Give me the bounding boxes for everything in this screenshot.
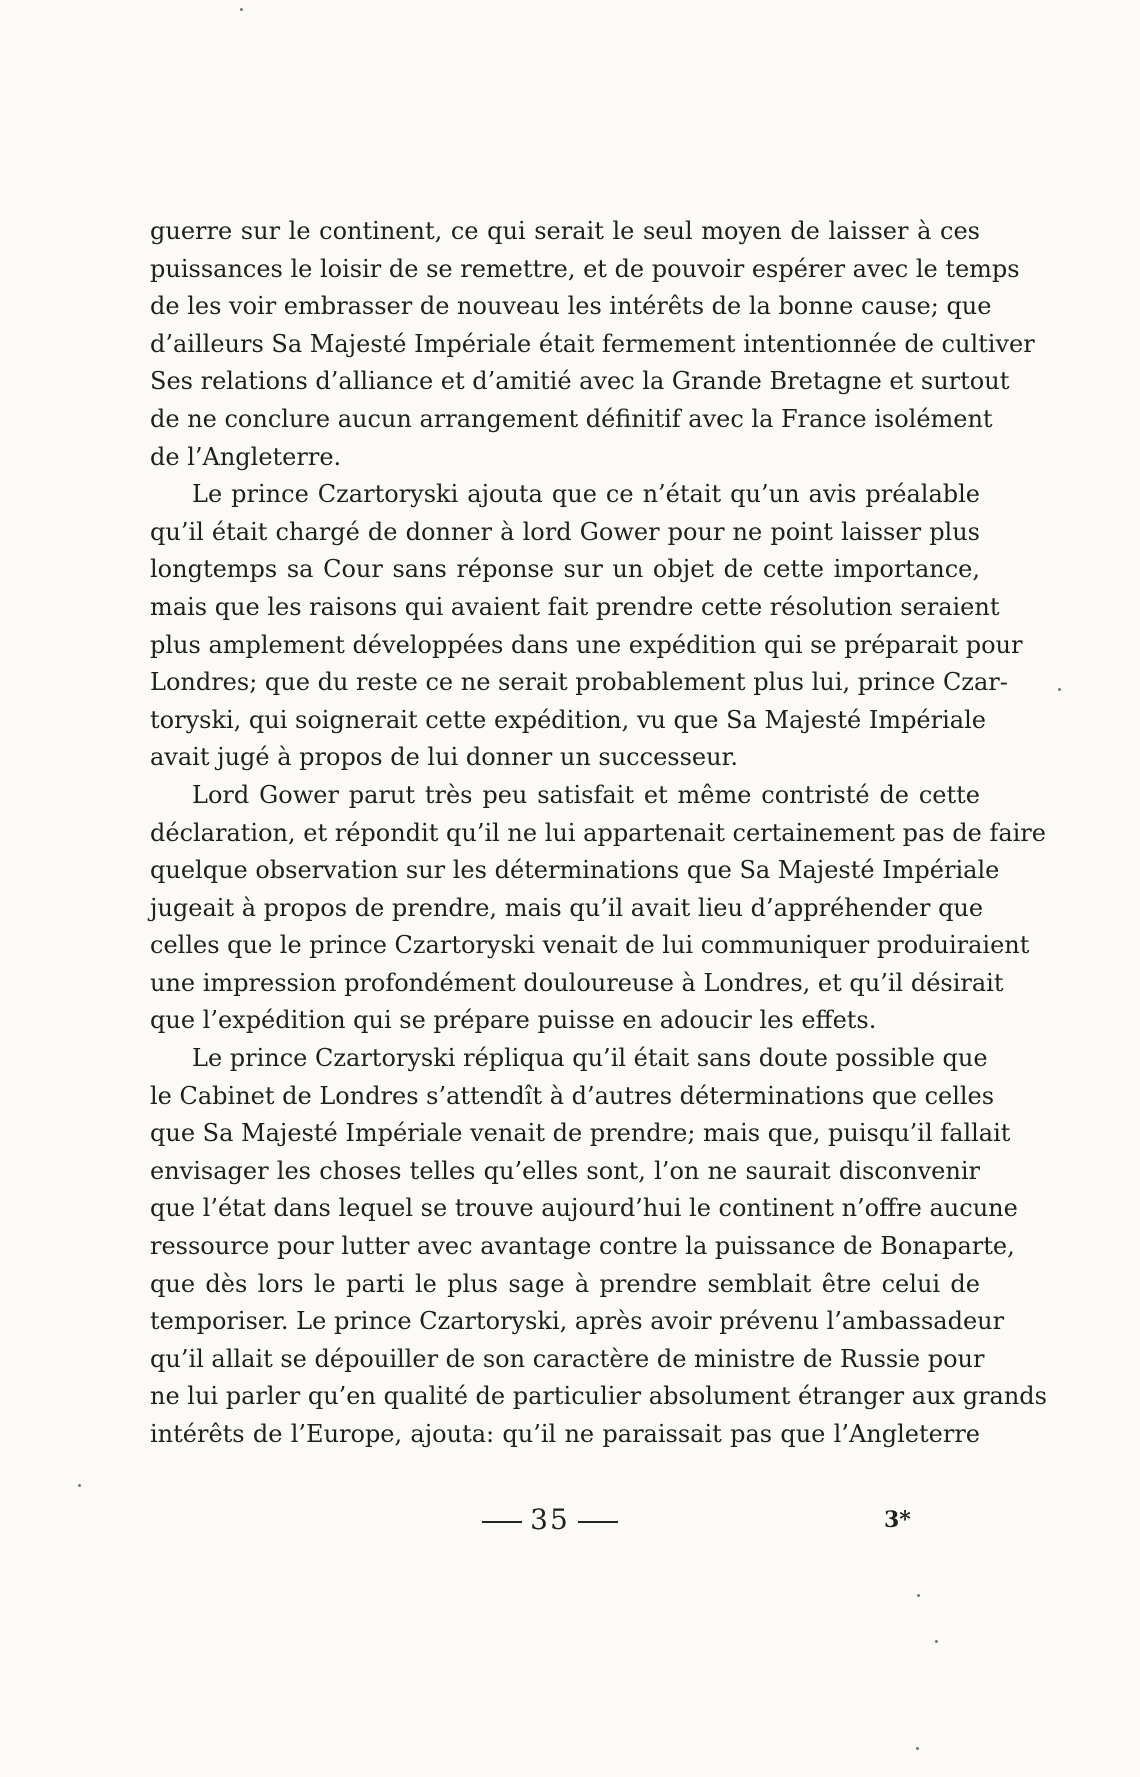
text-line: Le prince Czartoryski ajouta que ce n’était qu’un avis préalable bbox=[192, 480, 980, 509]
text-line: une impression profondément douloureuse à Londres, et qu’il désirait bbox=[150, 968, 1004, 997]
text-line: Ses relations d’alliance et d’amitié avec la Grande Bretagne et surtout bbox=[150, 367, 1010, 396]
text-line: que l’état dans lequel se trouve aujourd’hui le continent n’offre aucune bbox=[150, 1194, 1018, 1223]
text-line: intérêts de l’Europe, ajouta: qu’il ne paraissait pas que l’Angleterre bbox=[150, 1420, 980, 1448]
text-line: que Sa Majesté Impériale venait de prendre; mais que, puisqu’il fallait bbox=[150, 1119, 1011, 1148]
text-line: toryski, qui soignerait cette expédition, vu que Sa Majesté Impériale bbox=[150, 705, 986, 734]
paper-speck bbox=[240, 8, 243, 11]
page-number-left-dash bbox=[482, 1521, 522, 1523]
paper-speck bbox=[935, 1640, 938, 1643]
text-line: puissances le loisir de se remettre, et de pouvoir espérer avec le temps bbox=[150, 254, 1020, 283]
page-footer bbox=[0, 1503, 1140, 1543]
text-line: de les voir embrasser de nouveau les intérêts de la bonne cause; que bbox=[150, 292, 992, 321]
paper-speck bbox=[916, 1747, 919, 1750]
paper-speck bbox=[78, 1484, 81, 1487]
page-number-group bbox=[470, 1503, 630, 1536]
text-line: Londres; que du reste ce ne serait probablement plus lui, prince Czar- bbox=[150, 668, 1008, 697]
text-line: guerre sur le continent, ce qui serait le seul moyen de laisser à ces bbox=[150, 217, 980, 245]
text-line: temporiser. Le prince Czartoryski, après avoir prévenu l’ambassadeur bbox=[150, 1307, 1005, 1336]
text-line: que l’expédition qui se prépare puisse en adoucir les effets. bbox=[150, 1006, 877, 1035]
paper-speck bbox=[917, 1594, 920, 1597]
text-line: qu’il était chargé de donner à lord Gower pour ne point laisser plus bbox=[150, 517, 980, 546]
text-line: celles que le prince Czartoryski venait de lui communiquer produiraient bbox=[150, 931, 1030, 960]
body-text bbox=[150, 213, 1047, 1454]
text-line: plus amplement développées dans une expédition qui se préparait pour bbox=[150, 630, 1023, 659]
text-line: quelque observation sur les déterminations que Sa Majesté Impériale bbox=[150, 856, 1000, 885]
text-line: mais que les raisons qui avaient fait prendre cette résolution seraient bbox=[150, 592, 1000, 621]
signature-mark: 3* bbox=[884, 1507, 911, 1533]
text-line: de l’Angleterre. bbox=[150, 442, 342, 471]
text-line: le Cabinet de Londres s’attendît à d’autres déterminations que celles bbox=[150, 1081, 995, 1110]
text-line: longtemps sa Cour sans réponse sur un objet de cette importance, bbox=[150, 555, 980, 584]
text-line: que dès lors le parti le plus sage à prendre semblait être celui de bbox=[150, 1269, 980, 1298]
text-line: Le prince Czartoryski répliqua qu’il était sans doute possible que bbox=[192, 1044, 988, 1073]
text-line: Lord Gower parut très peu satisfait et même contristé de cette bbox=[192, 780, 980, 809]
page-number-right-dash bbox=[578, 1521, 618, 1523]
text-line: avait jugé à propos de lui donner un successeur. bbox=[150, 743, 739, 772]
text-line: déclaration, et répondit qu’il ne lui appartenait certainement pas de faire bbox=[150, 818, 1046, 847]
text-line: qu’il allait se dépouiller de son caractère de ministre de Russie pour bbox=[150, 1344, 985, 1373]
text-line: ressource pour lutter avec avantage contre la puissance de Bonaparte, bbox=[150, 1232, 1015, 1261]
text-line: jugeait à propos de prendre, mais qu’il avait lieu d’appréhender que bbox=[150, 893, 984, 922]
paper-speck bbox=[1058, 688, 1061, 691]
text-line: ne lui parler qu’en qualité de particulier absolument étranger aux grands bbox=[150, 1382, 1047, 1411]
text-line: envisager les choses telles qu’elles sont, l’on ne saurait disconvenir bbox=[150, 1156, 980, 1185]
page-number: 35 bbox=[530, 1503, 570, 1536]
text-line: d’ailleurs Sa Majesté Impériale était fermement intentionnée de cultiver bbox=[150, 329, 1035, 358]
text-line: de ne conclure aucun arrangement définitif avec la France isolément bbox=[150, 404, 993, 433]
